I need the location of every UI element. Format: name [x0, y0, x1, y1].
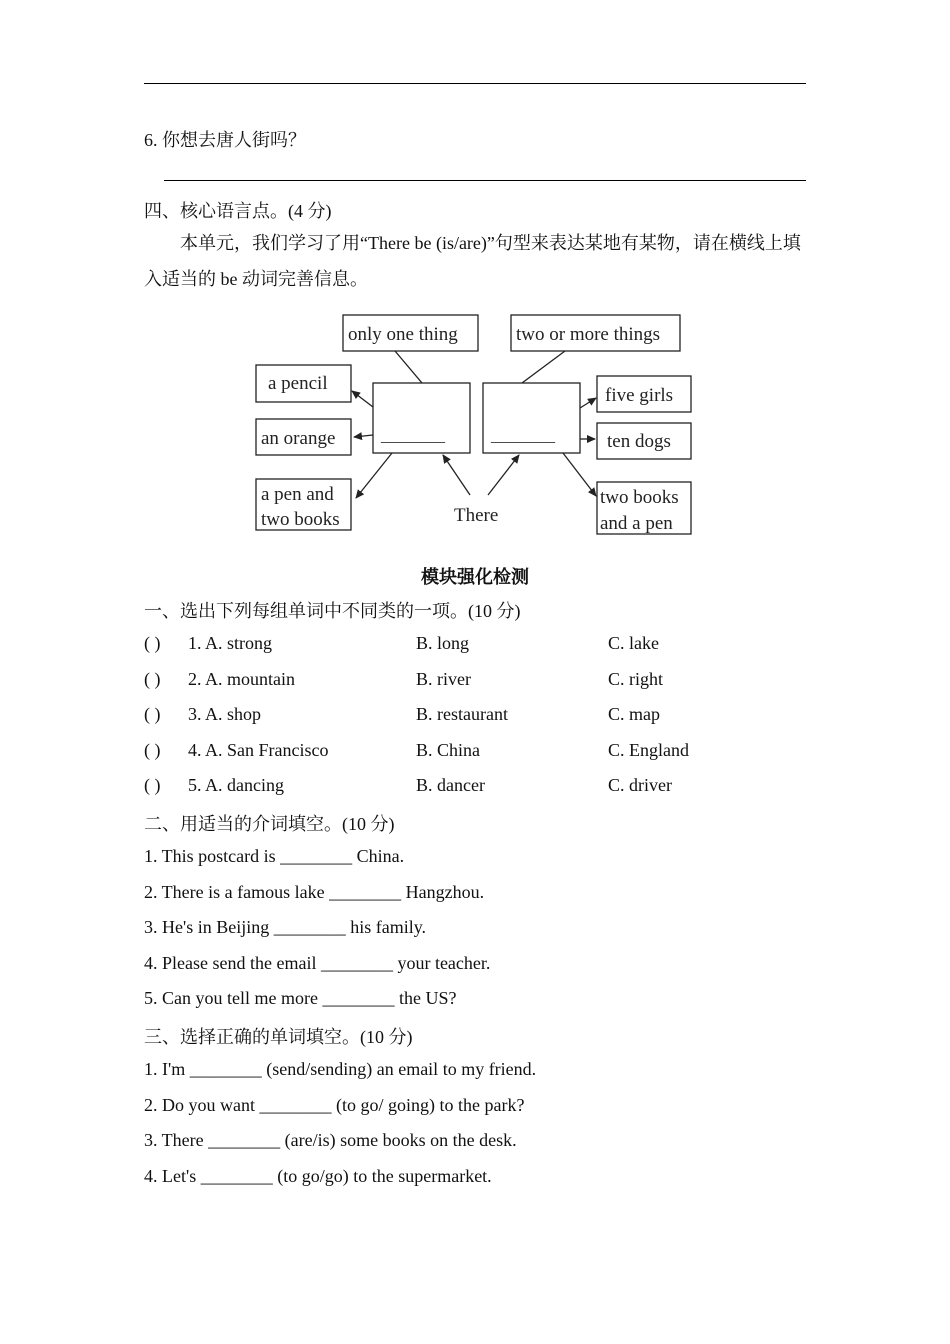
option-b: B. long — [416, 633, 470, 653]
answer-blank[interactable]: ( ) — [144, 775, 161, 795]
label-more-things: two or more things — [516, 324, 661, 345]
fill-blank-item: 5. Can you tell me more ________ the US? — [144, 988, 457, 1008]
fill-blank-item: 4. Please send the email ________ your teacher. — [144, 952, 491, 973]
choice-row — [144, 704, 806, 728]
answer-blank[interactable]: ( ) — [144, 633, 161, 653]
fill-blank-item: 3. He's in Beijing ________ his family. — [144, 917, 427, 937]
there-be-diagram — [0, 305, 950, 545]
option-b: B. dancer — [416, 775, 485, 795]
item-pencil: a pencil — [268, 373, 328, 394]
option-c: C. driver — [608, 775, 672, 795]
part4-instruction — [144, 225, 806, 297]
option-c: C. England — [608, 739, 689, 760]
part4-instruction-text: 本单元，我们学习了用“There be (is/are)”句型来表达某地有某物，请在横线上填入适当的 be 动词完善信息。 — [144, 233, 801, 289]
option-c: C. lake — [608, 633, 659, 653]
question-6: 6. 你想去唐人街吗？ — [144, 130, 306, 150]
module-title: 模块强化检测 — [421, 567, 529, 587]
section2-heading: 二、用适当的介词填空。(10 分) — [144, 814, 395, 834]
choose-word-item: 4. Let's ________ (to go/go) to the supermarket. — [144, 1165, 492, 1186]
fill-blank-item: 1. This postcard is ________ China. — [144, 846, 405, 866]
item-orange: an orange — [261, 428, 336, 449]
answer-blank[interactable]: ( ) — [144, 668, 161, 689]
option-a: 1. A. strong — [188, 633, 273, 653]
option-a: 2. A. mountain — [188, 668, 295, 689]
fill-blank-item: 2. There is a famous lake ________ Hangzhou. — [144, 881, 485, 902]
choose-word-item: 3. There ________ (are/is) some books on the desk. — [144, 1130, 517, 1150]
option-b: B. river — [416, 668, 471, 689]
option-b: B. China — [416, 739, 481, 760]
blank-left: ________ — [381, 428, 445, 445]
choice-row — [144, 740, 806, 764]
option-a: 5. A. dancing — [188, 775, 284, 795]
item-two-books: two books — [261, 509, 340, 530]
part4-heading: 四、核心语言点。(4 分) — [144, 201, 332, 221]
blank-right: ________ — [491, 428, 555, 445]
choice-row — [144, 669, 806, 693]
answer-blank[interactable]: ( ) — [144, 704, 161, 724]
choice-row — [144, 633, 806, 657]
item-pen-and: a pen and — [261, 484, 334, 505]
option-c: C. right — [608, 668, 664, 689]
answer-line — [144, 83, 806, 84]
answer-blank[interactable]: ( ) — [144, 739, 161, 760]
item-and-a-pen: and a pen — [600, 513, 673, 534]
option-a: 3. A. shop — [188, 704, 262, 724]
section3-heading: 三、选择正确的单词填空。(10 分) — [144, 1027, 413, 1047]
center-there: There — [454, 505, 499, 526]
section1-heading: 一、选出下列每组单词中不同类的一项。(10 分) — [144, 601, 521, 621]
label-one-thing: only one thing — [348, 324, 458, 345]
choose-word-item: 1. I'm ________ (send/sending) an email to my friend. — [144, 1059, 537, 1079]
option-b: B. restaurant — [416, 704, 508, 724]
answer-line — [164, 180, 806, 181]
choose-word-item: 2. Do you want ________ (to go/ going) to the park? — [144, 1094, 525, 1115]
choice-row — [144, 775, 806, 799]
item-five-girls: five girls — [605, 385, 674, 406]
item-two-books-r: two books — [600, 487, 679, 508]
option-a: 4. A. San Francisco — [188, 739, 329, 760]
item-ten-dogs: ten dogs — [607, 431, 671, 452]
option-c: C. map — [608, 704, 660, 724]
